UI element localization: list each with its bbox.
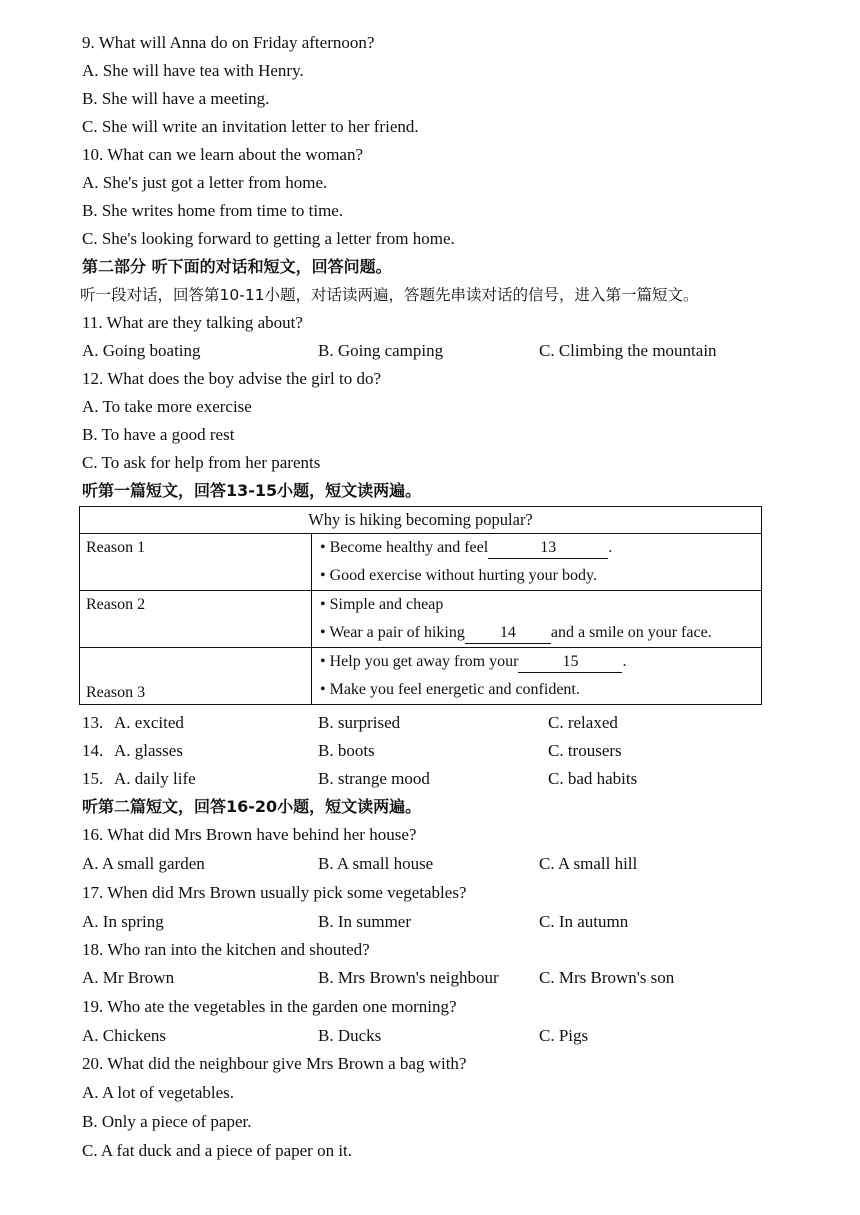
question-19-options: [82, 1023, 820, 1049]
answer-blank-14: 14: [465, 623, 551, 644]
question-15-number: 15.: [82, 769, 104, 788]
question-19: 19. Who ate the vegetables in the garden one morning?: [82, 997, 457, 1016]
question-16-option-c: C. A small hill: [539, 854, 638, 873]
question-16-option-b: B. A small house: [318, 854, 434, 873]
part-2-title: 第二部分 听下面的对话和短文，回答问题。: [82, 257, 392, 276]
question-17-option-c: C. In autumn: [539, 912, 629, 931]
question-17-options: [82, 909, 820, 935]
question-9-option-c: C. She will write an invitation letter to her friend.: [82, 117, 419, 136]
question-19-option-a: A. Chickens: [82, 1026, 167, 1045]
question-11-options: [82, 338, 820, 364]
question-10-option-c: C. She's looking forward to getting a letter from home.: [82, 229, 455, 248]
table-reason-1: Reason 1: [80, 534, 312, 591]
question-18-options: [82, 965, 820, 991]
question-14: [82, 738, 820, 764]
table-row-1-bullet-2: • Good exercise without hurting your body.: [320, 567, 597, 584]
dialogue-instruction: 听一段对话，回答第10-11小题，对话读两遍，答题先串读对话的信号，进入第一篇短文。: [80, 286, 699, 304]
question-15-option-c: C. bad habits: [548, 769, 638, 788]
question-15-option-b: B. strange mood: [318, 769, 430, 788]
question-19-option-c: C. Pigs: [539, 1026, 589, 1045]
question-10: 10. What can we learn about the woman?: [82, 145, 364, 164]
question-12: 12. What does the boy advise the girl to do?: [82, 369, 382, 388]
question-20: 20. What did the neighbour give Mrs Brown a bag with?: [82, 1054, 467, 1073]
question-11-option-a: A. Going boating: [82, 341, 201, 360]
table-row-1-bullet-1: • Become healthy and feel 13 .: [320, 534, 753, 562]
question-9-option-b: B. She will have a meeting.: [82, 89, 270, 108]
question-16-option-a: A. A small garden: [82, 854, 205, 873]
question-13-option-b: B. surprised: [318, 713, 401, 732]
table-reason-3: Reason 3: [80, 648, 312, 705]
question-19-option-b: B. Ducks: [318, 1026, 382, 1045]
question-14-option-c: C. trousers: [548, 741, 622, 760]
question-20-option-c: C. A fat duck and a piece of paper on it.: [82, 1141, 353, 1160]
question-16: 16. What did Mrs Brown have behind her house?: [82, 825, 417, 844]
question-10-option-b: B. She writes home from time to time.: [82, 201, 344, 220]
question-9: 9. What will Anna do on Friday afternoon?: [82, 33, 375, 52]
question-14-option-a: A. glasses: [114, 741, 183, 760]
answer-blank-13: 13: [488, 538, 608, 559]
question-18: 18. Who ran into the kitchen and shouted?: [82, 940, 370, 959]
table-reason-2: Reason 2: [80, 591, 312, 648]
question-18-option-b: B. Mrs Brown's neighbour: [318, 968, 499, 987]
table-row-3-bullet-2: • Make you feel energetic and confident.: [320, 681, 580, 698]
question-20-option-b: B. Only a piece of paper.: [82, 1112, 252, 1131]
question-16-options: [82, 851, 820, 877]
table-row-2-bullet-1: • Simple and cheap: [320, 596, 444, 613]
question-12-option-a: A. To take more exercise: [82, 397, 252, 416]
question-11: 11. What are they talking about?: [82, 313, 303, 332]
question-12-option-c: C. To ask for help from her parents: [82, 453, 321, 472]
question-13-option-c: C. relaxed: [548, 713, 618, 732]
question-11-option-c: C. Climbing the mountain: [539, 341, 717, 360]
table-reason-3-details: [312, 648, 762, 705]
question-15-option-a: A. daily life: [114, 769, 196, 788]
question-9-option-a: A. She will have tea with Henry.: [82, 61, 304, 80]
question-10-option-a: A. She's just got a letter from home.: [82, 173, 328, 192]
table-title: Why is hiking becoming popular?: [80, 507, 762, 534]
question-15: [82, 766, 820, 792]
passage-2-instruction: 听第二篇短文，回答16-20小题，短文读两遍。: [82, 797, 422, 816]
question-18-option-a: A. Mr Brown: [82, 968, 175, 987]
table-row-3-bullet-1: • Help you get away from your 15 .: [320, 648, 753, 676]
question-11-option-b: B. Going camping: [318, 341, 444, 360]
question-14-option-b: B. boots: [318, 741, 375, 760]
answer-blank-15: 15: [518, 652, 622, 673]
question-13-option-a: A. excited: [114, 713, 184, 732]
question-17-option-b: B. In summer: [318, 912, 412, 931]
passage-1-instruction: 听第一篇短文，回答13-15小题，短文读两遍。: [82, 481, 422, 500]
table-reason-2-details: [312, 591, 762, 648]
question-13-number: 13.: [82, 713, 104, 732]
hiking-table: [79, 506, 762, 705]
question-13: [82, 710, 820, 736]
question-12-option-b: B. To have a good rest: [82, 425, 235, 444]
question-17: 17. When did Mrs Brown usually pick some vegetables?: [82, 883, 467, 902]
question-17-option-a: A. In spring: [82, 912, 164, 931]
table-row-2-bullet-2: • Wear a pair of hiking 14 and a smile on your face.: [320, 619, 753, 647]
question-14-number: 14.: [82, 741, 104, 760]
question-20-option-a: A. A lot of vegetables.: [82, 1083, 235, 1102]
question-18-option-c: C. Mrs Brown's son: [539, 968, 675, 987]
table-reason-1-details: [312, 534, 762, 591]
